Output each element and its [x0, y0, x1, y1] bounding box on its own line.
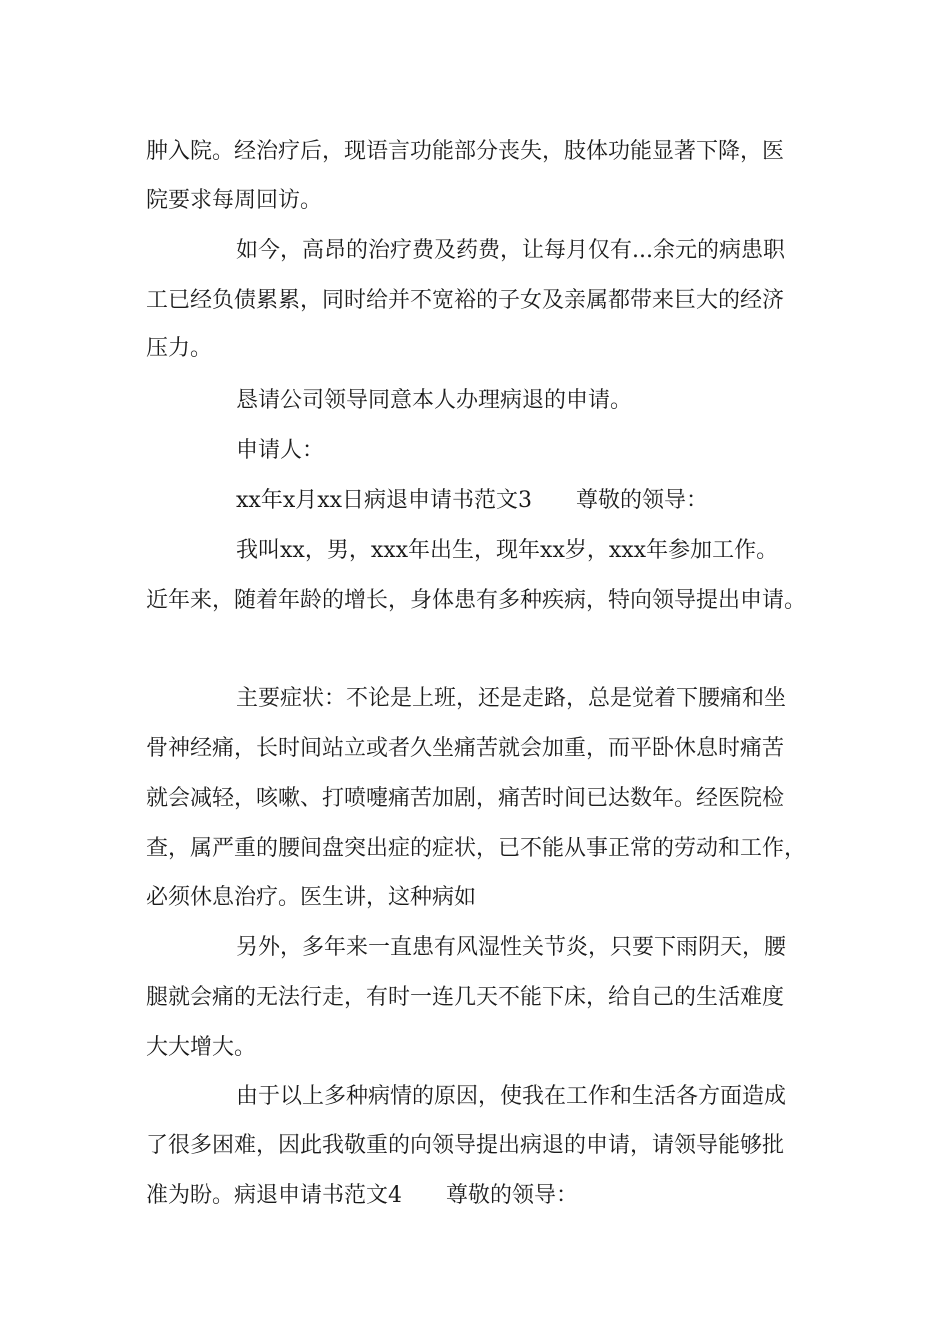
- text-line: 近年来，随着年龄的增长，身体患有多种疾病，特向领导提出申请。: [146, 588, 807, 613]
- text-line: 主要症状：不论是上班，还是走路，总是觉着下腰痛和坐: [236, 686, 787, 711]
- text-line: 如今，高昂的治疗费及药费，让每月仅有...余元的病患职: [236, 238, 785, 263]
- text-line: 腿就会痛的无法行走，有时一连几天不能下床，给自己的生活难度: [146, 985, 785, 1010]
- text-line: 压力。: [146, 336, 213, 361]
- text-line: 由于以上多种病情的原因，使我在工作和生活各方面造成: [236, 1084, 787, 1109]
- text-line: 恳请公司领导同意本人办理病退的申请。: [236, 388, 633, 413]
- text-line: 骨神经痛，长时间站立或者久坐痛苦就会加重，而平卧休息时痛苦: [146, 736, 785, 761]
- text-line: 查，属严重的腰间盘突出症的症状，已不能从事正常的劳动和工作，: [146, 836, 807, 861]
- text-line: 另外，多年来一直患有风湿性关节炎，只要下雨阴天，腰: [236, 935, 787, 960]
- text-line: 我叫xx，男，xxx年出生，现年xx岁，xxx年参加工作。: [236, 538, 779, 563]
- text-line: 必须休息治疗。医生讲，这种病如: [146, 885, 477, 910]
- text-line: 工已经负债累累，同时给并不宽裕的子女及亲属都带来巨大的经济: [146, 288, 785, 313]
- text-line: 院要求每周回访。: [146, 188, 323, 213]
- text-line: 了很多困难，因此我敬重的向领导提出病退的申请，请领导能够批: [146, 1133, 785, 1158]
- text-line: 申请人：: [236, 438, 325, 463]
- text-line: 准为盼。病退申请书范文4 尊敬的领导：: [146, 1183, 578, 1208]
- text-line: xx年x月xx日病退申请书范文3 尊敬的领导：: [236, 488, 709, 513]
- text-line: 就会减轻，咳嗽、打喷嚏痛苦加剧，痛苦时间已达数年。经医院检: [146, 786, 785, 811]
- text-line: 肿入院。经治疗后，现语言功能部分丧失，肢体功能显著下降，医: [146, 139, 785, 164]
- text-line: 大大增大。: [146, 1035, 257, 1060]
